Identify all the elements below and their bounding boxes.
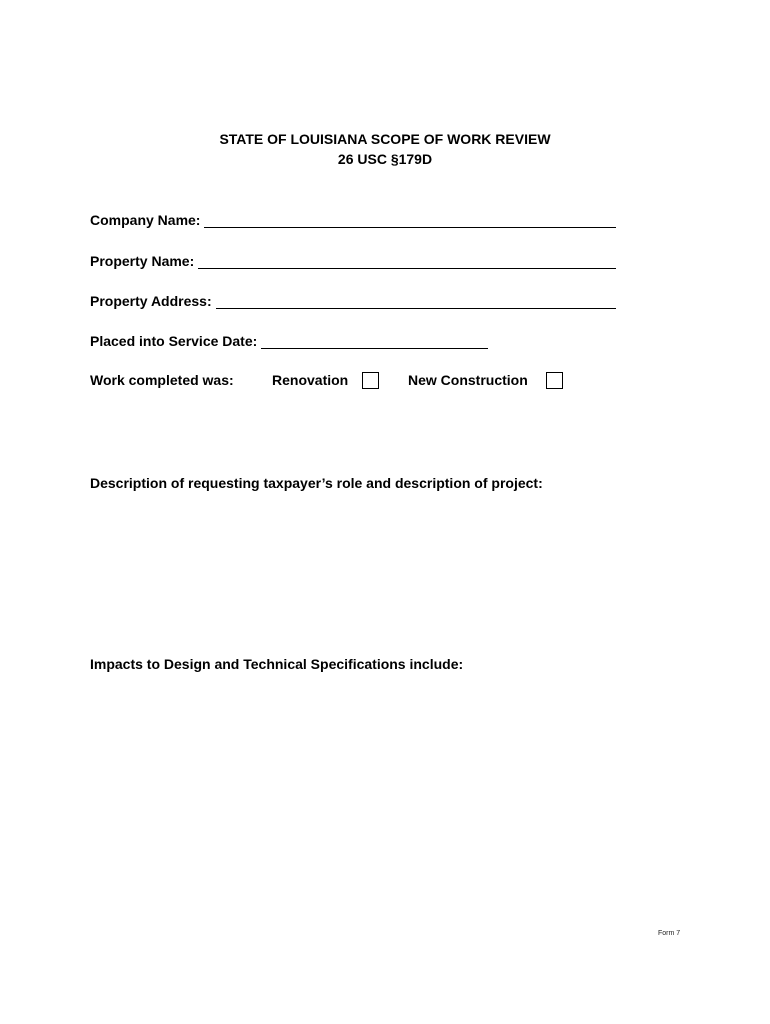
service-date-field <box>90 333 488 349</box>
new-construction-label: New Construction <box>408 372 528 388</box>
service-date-label: Placed into Service Date: <box>90 333 258 349</box>
form-title: STATE OF LOUISIANA SCOPE OF WORK REVIEW <box>219 131 551 147</box>
service-date-blank-line[interactable] <box>261 334 488 349</box>
impacts-heading: Impacts to Design and Technical Specifications include: <box>90 656 464 672</box>
company-name-blank-line[interactable] <box>204 213 616 228</box>
property-name-blank-line[interactable] <box>198 254 616 269</box>
renovation-label: Renovation <box>272 372 349 388</box>
company-name-field <box>90 212 616 228</box>
description-heading: Description of requesting taxpayer’s role and description of project: <box>90 475 543 491</box>
property-address-field <box>90 293 616 309</box>
work-completed-label: Work completed was: <box>90 372 234 388</box>
property-name-field <box>90 253 616 269</box>
company-name-label: Company Name: <box>90 212 201 228</box>
renovation-checkbox[interactable] <box>362 372 379 389</box>
form-subtitle: 26 USC §179D <box>337 151 433 167</box>
property-address-blank-line[interactable] <box>216 294 616 309</box>
form-number: Form 7 <box>658 930 681 937</box>
property-address-label: Property Address: <box>90 293 212 309</box>
new-construction-checkbox[interactable] <box>546 372 563 389</box>
property-name-label: Property Name: <box>90 253 195 269</box>
